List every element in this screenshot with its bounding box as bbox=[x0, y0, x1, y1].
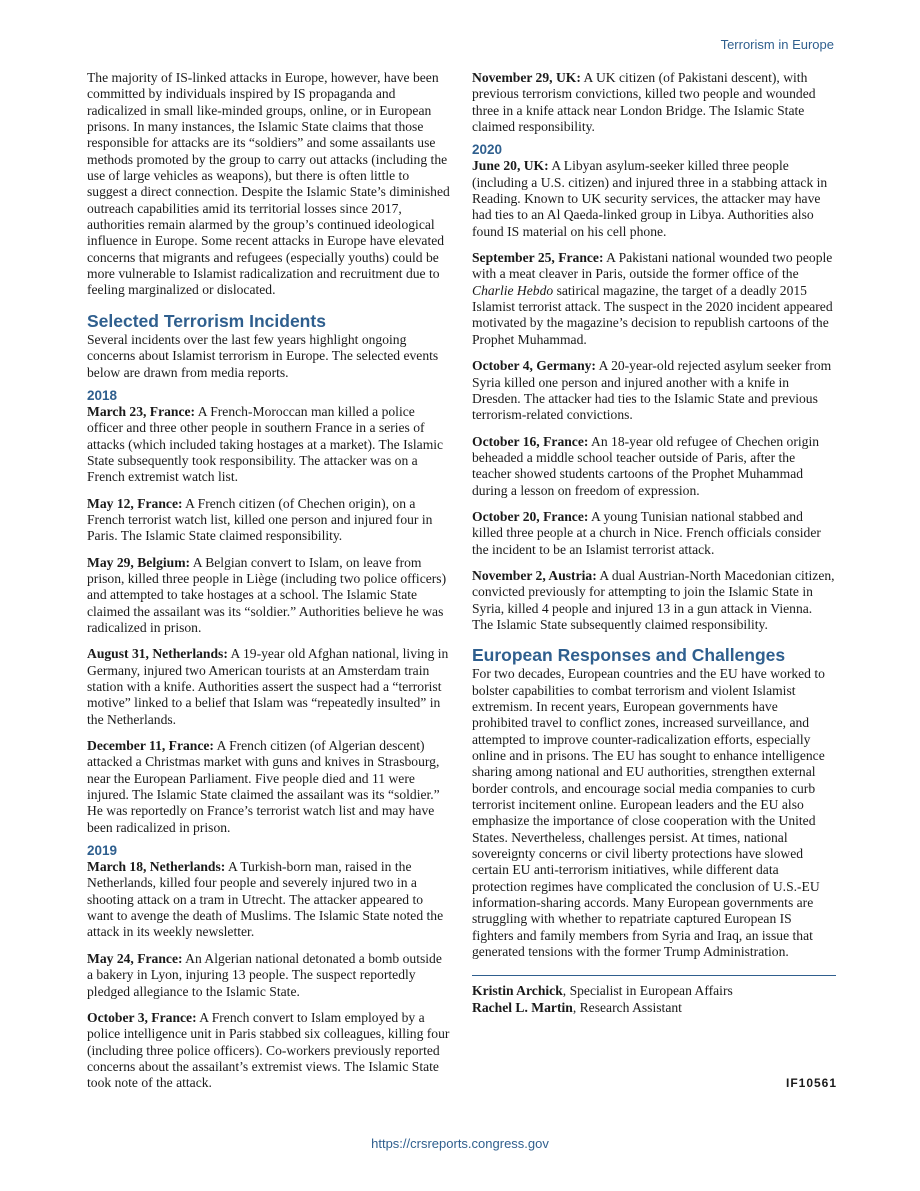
left-column bbox=[87, 70, 451, 1102]
author-line: Rachel L. Martin, Research Assistant bbox=[472, 999, 682, 1015]
incident-entry: May 24, France: An Algerian national detonated a bomb outside a bakery in Lyon, injuring 13 people. The suspect reportedly pledged allegiance to the Islamic State. bbox=[87, 950, 442, 999]
incident-entry: May 29, Belgium: A Belgian convert to Islam, on leave from prison, killed three people in Liège (including two police officers) and attempted to take hostages at a school. The Islamic State claimed the assailant was its “soldier.” Authorities believe he was radicalized in prison. bbox=[87, 554, 447, 635]
incident-entry: October 20, France: A young Tunisian national stabbed and killed three people at a church in Nice. French officials consider the incident to be an Islamist terrorist attack. bbox=[472, 508, 821, 557]
year-heading-2019: 2019 bbox=[87, 843, 118, 859]
year-heading-2020: 2020 bbox=[472, 142, 503, 158]
incidents-intro: Several incidents over the last few years highlight ongoing concerns about Islamist terrorism in Europe. The selected events below are drawn from media reports. bbox=[87, 331, 439, 380]
responses-heading: European Responses and Challenges bbox=[472, 645, 786, 666]
incident-entry: October 4, Germany: A 20-year-old rejected asylum seeker from Syria killed one person and injured another with a knife in Dresden. The attacker had ties to the Islamic State and previous terrorism-related convictions. bbox=[472, 358, 832, 423]
report-code: IF10561 bbox=[786, 1076, 838, 1090]
magazine-title: Charlie Hebdo bbox=[472, 282, 554, 298]
year-heading-2018: 2018 bbox=[87, 387, 118, 403]
running-header: Terrorism in Europe bbox=[720, 37, 834, 52]
incident-entry: May 12, France: A French citizen (of Chechen origin), on a French terrorist watch list, killed one person and injured four in Paris. The Islamic State claimed responsibility. bbox=[87, 495, 433, 544]
author-block bbox=[472, 982, 836, 1016]
author-line: Kristin Archick, Specialist in European Affairs bbox=[472, 982, 733, 998]
intro-paragraph: The majority of IS-linked attacks in Europe, however, have been committed by individuals inspired by IS propaganda and radicalized in small like-minded groups, online, or in European prisons. In many instances, the Islamic State claims that those responsible for attacks are its “soldiers” and some assailants use methods promoted by the group to carry out attacks (including the use of large vehicles as weapons), but there is often little to suggest a direct connection. Despite the Islamic State’s diminished outreach capabilities amid its territorial losses since 2017, authorities remain alarmed by the group’s continued ideological influence in Europe. Some recent attacks in Europe have elevated concerns that migrants and refugees (especially youths) could be more vulnerable to Islamist radicalization and recruitment due to feeling marginalized or dislocated. bbox=[87, 70, 450, 298]
incident-entry: August 31, Netherlands: A 19-year old Afghan national, living in Germany, injured two American tourists at an Amsterdam train station with a knife. Authorities assert the suspect had a “terrorist motive” linked to a belief that Islam was “repeatedly insulted” in the Netherlands. bbox=[87, 646, 449, 727]
incident-entry: December 11, France: A French citizen (of Algerian descent) attacked a Christmas market with guns and knives in Strasbourg, near the European Parliament. Five people died and 11 were injured. The Islamic State claimed the assailant was its “soldier.” He was reportedly on France’s terrorist watch list and may have been radicalized in prison. bbox=[87, 738, 440, 835]
incident-entry: September 25, France: A Pakistani national wounded two people with a meat cleaver in Paris, outside the former office of the Charlie Hebdo satirical magazine, the target of a deadly 2015 Islamist terrorist attack. The suspect in the 2020 incident appeared motivated by the magazine’s decision to republish cartoons of the Prophet Muhammad. bbox=[472, 250, 833, 347]
footer-url[interactable]: https://crsreports.congress.gov bbox=[371, 1136, 549, 1151]
incident-entry: October 3, France: A French convert to Islam employed by a police intelligence unit in Paris stabbed six colleagues, killing four (including three police officers). Co-workers previously reported concerns about the assailant’s extremist views. The Islamic State took note of the attack. bbox=[87, 1009, 450, 1091]
incident-entry: November 2, Austria: A dual Austrian-North Macedonian citizen, convicted previously for attempting to join the Islamic State in Syria, killed 4 people and injured 13 in a gun attack in Vienna. The Islamic State subsequently claimed responsibility. bbox=[472, 567, 835, 632]
incident-entry: October 16, France: An 18-year old refugee of Chechen origin beheaded a middle school teacher outside of Paris, after the teacher showed students cartoons of the Prophet Muhammad during a lesson on freedom of expression. bbox=[472, 433, 820, 498]
author-divider bbox=[472, 975, 836, 976]
incident-entry: June 20, UK: A Libyan asylum-seeker killed three people (including a U.S. citizen) and injured three in a stabbing attack in Reading. Known to UK security services, the attacker may have had ties to an Al Qaeda-linked group in Libya. Authorities also found IS material on his cell phone. bbox=[472, 158, 828, 239]
incident-entry: November 29, UK: A UK citizen (of Pakistani descent), with previous terrorism convictions, killed two people and wounded three in a knife attack near London Bridge. The Islamic State claimed responsibility. bbox=[472, 70, 816, 135]
incident-entry: March 18, Netherlands: A Turkish-born man, raised in the Netherlands, killed four people and severely injured two in a shooting attack on a tram in Utrecht. The attacker appeared to want to avenge the death of Muslims. The Islamic State noted the attack in its weekly newsletter. bbox=[87, 859, 444, 940]
responses-paragraph: For two decades, European countries and the EU have worked to bolster capabilities to combat terrorism and violent Islamist extremism. In recent years, European governments have prohibited travel to conflict zones, increased surveillance, and attempted to improve counter-radicalization efforts, especially online and in prisons. The EU has sought to enhance intelligence sharing among national and EU authorities, strengthen external border controls, and encourage social media companies to curb terrorist incitement online. European leaders and the EU also emphasize the importance of close cooperation with the United States. Nevertheless, challenges persist. At times, national sovereignty concerns or civil liberty protections have slowed certain EU anti-terrorism initiatives, while different data protection regimes have complicated the conclusion of U.S.-EU information-sharing accords. Many European governments are struggling with whether to repatriate captured European IS fighters and family members from Syria and Iraq, an issue that generated tensions with the former Trump Administration. bbox=[472, 666, 825, 960]
incident-entry: March 23, France: A French-Moroccan man killed a police officer and three other people in southern France in a series of attacks (which included taking hostages at a market). The Islamic State subsequently took responsibility. The attacker was on a French extremist watch list. bbox=[87, 403, 444, 485]
incidents-heading: Selected Terrorism Incidents bbox=[87, 310, 326, 331]
right-column bbox=[472, 70, 836, 1016]
